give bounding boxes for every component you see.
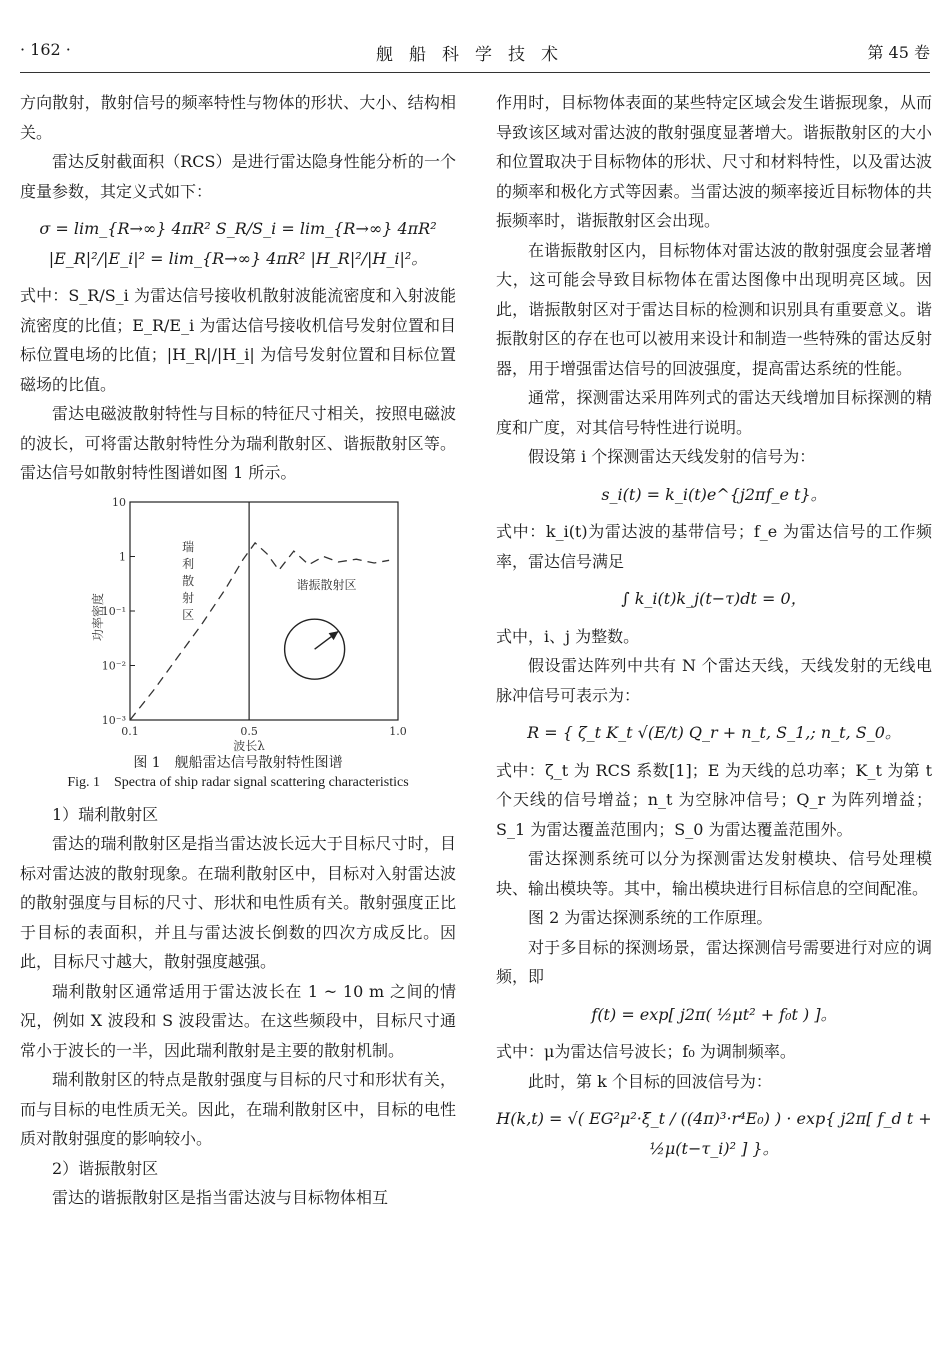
- plot-frame: [130, 502, 398, 720]
- y-tick-label: 10⁻³: [101, 713, 126, 727]
- y-axis-label: 功率密度: [91, 592, 105, 641]
- journal-title: 舰船科学技术: [376, 45, 574, 65]
- region-label-char: 区: [182, 607, 195, 622]
- paragraph: 雷达反射截面积（RCS）是进行雷达隐身性能分析的一个度量参数，其定义式如下：: [20, 152, 456, 201]
- paragraph: 瑞利散射区的特点是散射强度与目标的尺寸和形状有关，而与目标的电性质无关。因此，在瑞利散射区中，目标的电性质对散射强度的影响较小。: [20, 1070, 456, 1148]
- x-tick-label: 1.0: [389, 724, 407, 738]
- header-rule: [20, 72, 930, 73]
- volume-label: 第 45 卷: [867, 43, 930, 62]
- paragraph: 作用时，目标物体表面的某些特定区域会发生谐振现象，从而导致该区域对雷达波的散射强度显著增大。谐振散射区的大小和位置取决于目标物体的形状、尺寸和材料特性，以及雷达波的频率和极化方式等因素。当雷达波的频率接近目标物体的共振频率时，谐振散射区会出现。: [496, 93, 932, 230]
- region-label-char: 利: [182, 556, 195, 571]
- y-tick-label: 10⁻¹: [101, 604, 126, 618]
- paragraph: 式中，i、j 为整数。: [496, 626, 640, 646]
- scattering-chart: [20, 494, 456, 753]
- page-number: · 162 ·: [20, 40, 71, 59]
- region-label-char: 散: [182, 573, 195, 588]
- x-tick-label: 0.1: [121, 724, 139, 738]
- y-tick-label: 10: [112, 495, 126, 509]
- y-tick-label: 1: [119, 550, 126, 563]
- right-column: [496, 88, 932, 1171]
- paragraph: 式中：S_R/S_i 为雷达信号接收机散射波能流密度和入射波能流密度的比值；E_R/E_i 为雷达信号接收机信号发射位置和目标位置电场的比值；|H_R|/|H_i| 为信号发射位置和目标位置磁场的比值。: [20, 286, 456, 394]
- equation-orthogonal: ∫ k_i(t)k_j(t−τ)dt = 0，: [621, 589, 807, 608]
- equation-rcs: σ = lim_{R→∞} 4πR² S_R/S_i = lim_{R→∞} 4πR² |E_R|²/|E_i|² = lim_{R→∞} 4πR² |H_R|²/|H_i|²。: [39, 219, 437, 268]
- region-label-char: 射: [182, 590, 195, 605]
- y-tick-label: 10⁻²: [101, 659, 126, 672]
- x-tick-label: 0.5: [240, 724, 258, 738]
- figure-caption-en: Fig. 1 Spectra of ship radar signal scattering characteristics: [67, 775, 409, 790]
- paragraph: 在谐振散射区内，目标物体对雷达波的散射强度会显著增大，这可能会导致目标物体在雷达图像中出现明亮区域。因此，谐振散射区对于雷达目标的检测和识别具有重要意义。谐振散射区的存在也可以被用来设计和制造一些特殊的雷达反射器，用于增强雷达信号的回波强度，提高雷达系统的性能。: [496, 240, 932, 378]
- equation-chirp: f(t) = exp[ j2π( ½μt² + f₀t ) ]。: [591, 1004, 837, 1024]
- region-label-resonance: 谐振散射区: [296, 577, 357, 592]
- paragraph: 雷达的谐振散射区是指当雷达波与目标物体相互: [52, 1188, 389, 1207]
- region-label-rayleigh: [182, 539, 194, 622]
- x-axis-label: 波长λ: [233, 738, 265, 753]
- equation-signal: s_i(t) = k_i(t)e^{j2πf_e t}。: [601, 484, 827, 504]
- paragraph: 式中：k_i(t)为雷达波的基带信号；f_e 为雷达信号的工作频率，雷达信号满足: [496, 522, 932, 571]
- paragraph: 雷达的瑞利散射区是指当雷达波长远大于目标尺寸时，目标对雷达波的散射现象。在瑞利散射区中，目标对入射雷达波的散射强度与目标的尺寸、形状和电性质有关。散射强度正比于目标的表面积，并且与雷达波长倒数的四次方成反比。因此，目标尺寸越大，散射强度越强。: [20, 834, 456, 971]
- page-header: [20, 40, 930, 70]
- paragraph: 假设第 i 个探测雷达天线发射的信号为：: [528, 447, 816, 466]
- scattering-curve: [130, 542, 389, 719]
- paragraph: 式中：μ为雷达信号波长；f₀ 为调制频率。: [496, 1042, 796, 1061]
- paragraph: 式中：ζ_t 为 RCS 系数[1]；E 为天线的总功率；K_t 为第 t 个天线的信号增益；n_t 为空脉冲信号；Q_r 为阵列增益；S_1 为雷达覆盖范围内；S_0 为雷达覆盖范围外。: [496, 760, 932, 839]
- paragraph: 对于多目标的探测场景，雷达探测信号需要进行对应的调频，即: [496, 937, 932, 986]
- figure-1: [20, 494, 456, 794]
- paragraph: 通常，探测雷达采用阵列式的雷达天线增加目标探测的精度和广度，对其信号特性进行说明。: [496, 388, 932, 437]
- left-column: [20, 88, 456, 1213]
- section-heading: 1）瑞利散射区: [52, 804, 159, 824]
- paragraph: 方向散射，散射信号的频率特性与物体的形状、大小、结构相关。: [20, 93, 456, 142]
- paragraph: 图 2 为雷达探测系统的工作原理。: [528, 908, 773, 927]
- paragraph: 假设雷达阵列中共有 N 个雷达天线，天线发射的无线电脉冲信号可表示为：: [496, 656, 932, 705]
- paragraph: 瑞利散射区通常适用于雷达波长在 1 ~ 10 m 之间的情况，例如 X 波段和 S 波段雷达。在这些频段中，目标尺寸通常小于波长的一半，因此瑞利散射是主要的散射机制。: [20, 981, 456, 1060]
- paragraph: 雷达探测系统可以分为探测雷达发射模块、信号处理模块、输出模块等。其中，输出模块进行目标信息的空间配准。: [496, 849, 932, 898]
- arrow-head-icon: [329, 631, 339, 640]
- target-circle-icon: [285, 619, 345, 679]
- axis-ticks: [102, 496, 407, 738]
- figure-caption-cn: 图 1 舰船雷达信号散射特性图谱: [133, 755, 343, 771]
- paragraph: 雷达电磁波散射特性与目标的特征尺寸相关，按照电磁波的波长，可将雷达散射特性分为瑞利散射区、谐振散射区等。雷达信号如散射特性图谱如图 1 所示。: [20, 404, 456, 482]
- paragraph: 此时，第 k 个目标的回波信号为：: [528, 1071, 772, 1091]
- section-heading: 2）谐振散射区: [52, 1158, 159, 1178]
- equation-pulse: R = { ζ_t K_t √(E/t) Q_r + n_t, S_1,; n_t, S_0。: [527, 723, 901, 742]
- region-label-char: 瑞: [182, 539, 195, 554]
- equation-echo: H(k,t) = √( EG²μ²·ξ_t / ((4π)³·r⁴E₀) ) · exp{ j2π[ f_d t + ½μ(t−τ_i)² ] }。: [496, 1109, 932, 1158]
